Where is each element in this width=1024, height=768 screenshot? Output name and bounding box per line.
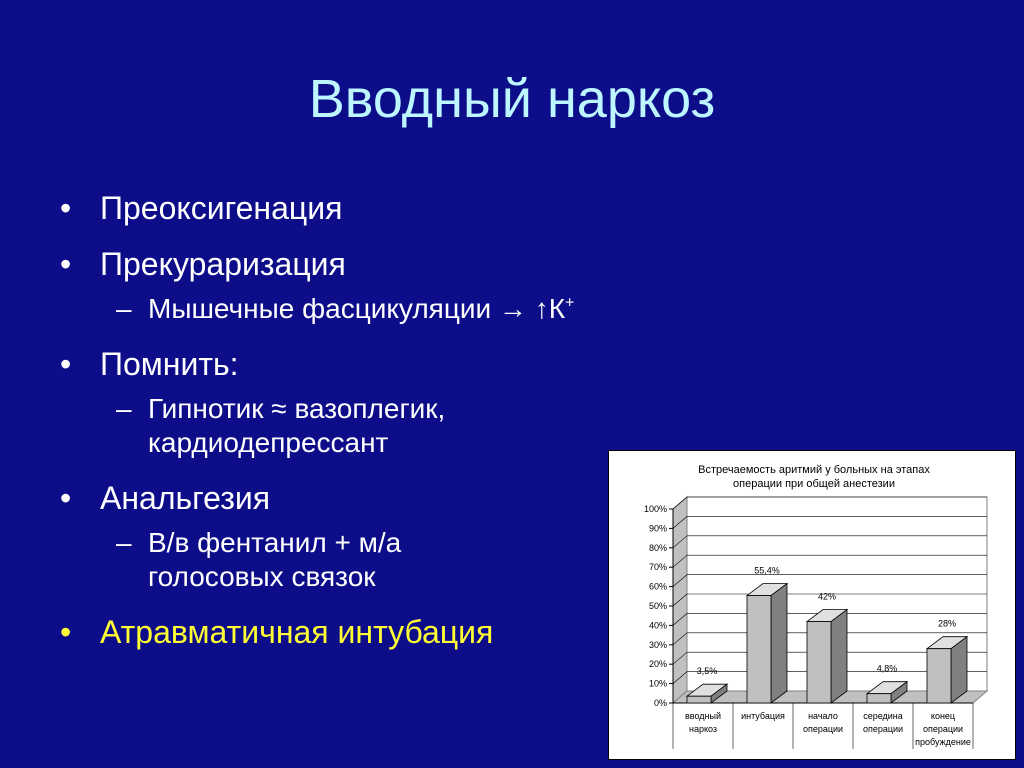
bullet-item	[60, 344, 620, 384]
data-label: 42%	[817, 591, 837, 602]
x-tick-label: наркоз	[688, 724, 718, 734]
bullet-text: Прекураризация	[100, 246, 346, 282]
y-tick-label: 70%	[648, 562, 667, 573]
y-tick-label: 20%	[648, 659, 667, 670]
bar	[747, 596, 771, 703]
bullet-text: Преоксигенация	[100, 190, 343, 226]
bullet-item	[60, 188, 620, 228]
bullet-item	[60, 244, 620, 284]
y-tick-label: 0%	[653, 698, 667, 708]
bullet-item-highlighted	[60, 612, 620, 652]
y-tick-label: 100%	[643, 504, 667, 514]
data-label: 28%	[937, 618, 957, 629]
data-label: 55,4%	[754, 565, 780, 576]
x-tick-label: операции	[802, 724, 844, 734]
chart-title-line: Встречаемость аритмий у больных на этапах	[698, 464, 930, 476]
x-tick-label: интубация	[741, 711, 785, 721]
sub-bullet-item	[116, 526, 620, 594]
x-tick-label: конец	[930, 711, 956, 721]
dash-marker: –	[116, 293, 132, 324]
bullet-marker: •	[60, 346, 72, 382]
sub-bullet-text: Гипнотик ≈ вазоплегик, кардиодепрессант	[148, 393, 446, 458]
y-tick-label: 50%	[648, 601, 667, 611]
bar-side	[831, 610, 847, 703]
y-tick-label: 90%	[648, 523, 667, 534]
slide-title: Вводный наркоз	[308, 69, 716, 129]
dash-marker: –	[116, 393, 132, 424]
bar-side	[771, 584, 787, 703]
arrhythmia-chart	[608, 450, 1016, 760]
bullet-text: Анальгезия	[100, 480, 271, 516]
data-label: 4,8%	[876, 663, 898, 674]
y-tick-label: 60%	[648, 581, 667, 592]
sub-bullet-line: В/в фентанил + м/а	[148, 527, 402, 558]
chart-plot	[609, 451, 1015, 759]
bullet-text: Помнить:	[100, 346, 239, 382]
sub-bullet-main: Мышечные фасцикуляции → ↑К	[148, 293, 566, 324]
sub-bullet-item	[116, 392, 620, 460]
y-tick-label: 80%	[648, 542, 667, 553]
sub-bullet-text	[148, 292, 620, 326]
x-tick-label: вводный	[685, 711, 721, 721]
x-tick-label: середина	[863, 711, 903, 721]
bullet-marker: •	[60, 246, 72, 282]
sub-bullet-line: голосовых связок	[148, 561, 376, 592]
bullet-item	[60, 478, 620, 518]
bullet-marker: •	[60, 614, 72, 650]
x-tick-label: начало	[808, 711, 838, 721]
bullet-marker: •	[60, 190, 72, 226]
y-tick-label: 10%	[648, 678, 667, 689]
bullet-list	[60, 188, 620, 668]
y-tick-label: 30%	[648, 639, 667, 650]
bar	[927, 649, 951, 703]
y-tick-label: 40%	[648, 620, 667, 631]
x-tick-label: операции	[862, 724, 904, 734]
data-label: 3,5%	[696, 666, 718, 677]
x-tick-label: операции	[922, 724, 964, 734]
sub-bullet-item	[116, 292, 620, 326]
bullet-text: Атравматичная интубация	[100, 614, 494, 650]
sub-bullet-text	[148, 526, 620, 594]
x-tick-label: пробуждение	[915, 737, 971, 747]
dash-marker: –	[116, 527, 132, 558]
bullet-marker: •	[60, 480, 72, 516]
bar	[807, 622, 831, 703]
bar	[687, 696, 711, 703]
bar	[867, 694, 891, 703]
bar-side	[951, 637, 967, 703]
superscript-plus: +	[565, 294, 575, 312]
chart-title-line: операции при общей анестезии	[733, 478, 895, 490]
